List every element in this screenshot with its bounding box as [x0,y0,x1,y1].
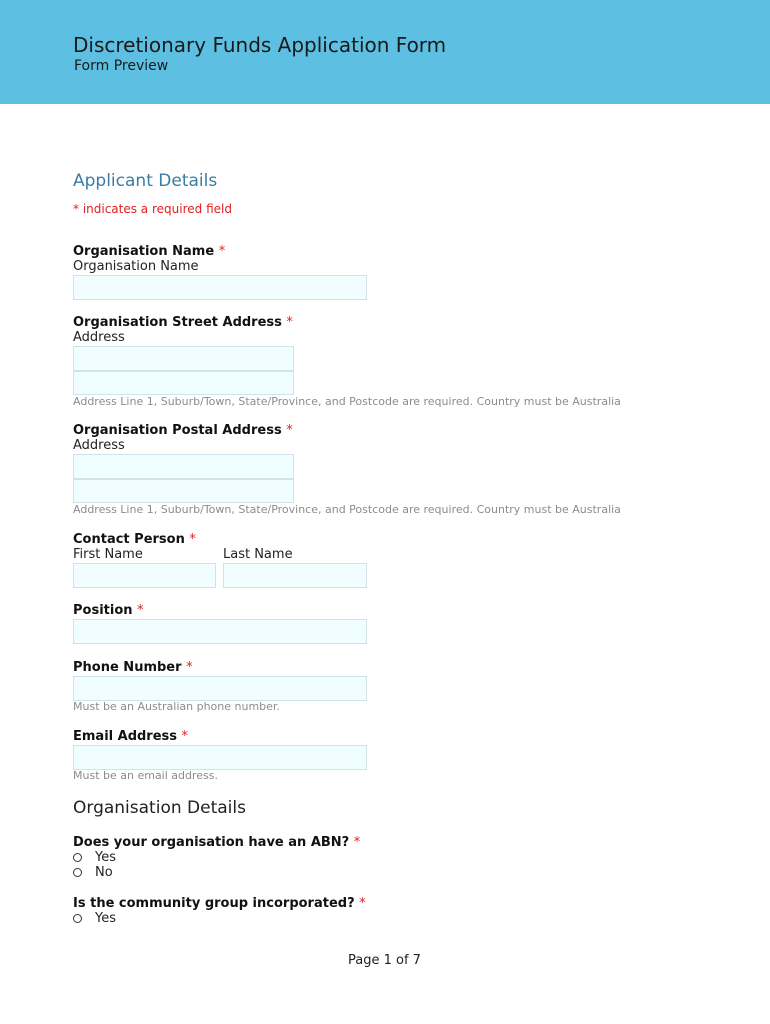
required-marker: * [286,423,293,438]
abn-option-yes[interactable] [73,850,116,865]
email-label [73,729,188,744]
first-name-sublabel: First Name [73,547,143,562]
abn-question-text: Does your organisation have an ABN? [73,835,350,850]
abn-question [73,835,360,850]
position-label [73,603,144,618]
street-address-line1-input[interactable] [73,346,294,371]
phone-label [73,660,193,675]
street-address-label-text: Organisation Street Address [73,315,282,330]
form-header [0,0,770,104]
contact-person-label-text: Contact Person [73,532,185,547]
postal-address-line1-input[interactable] [73,454,294,479]
abn-option-yes-label: Yes [95,850,116,865]
postal-address-label-text: Organisation Postal Address [73,423,282,438]
org-name-sublabel: Organisation Name [73,259,199,274]
required-marker: * [137,603,144,618]
incorporated-question [73,896,366,911]
incorporated-option-yes-label: Yes [95,911,116,926]
email-input[interactable] [73,745,367,770]
postal-address-label [73,423,293,438]
street-address-label [73,315,293,330]
incorporated-option-yes[interactable] [73,911,116,926]
contact-person-label [73,532,196,547]
street-address-line2-input[interactable] [73,371,294,395]
first-name-input[interactable] [73,563,216,588]
phone-help: Must be an Australian phone number. [73,700,280,713]
email-help: Must be an email address. [73,769,219,782]
incorporated-question-text: Is the community group incorporated? [73,896,355,911]
required-marker: * [286,315,293,330]
form-title: Discretionary Funds Application Form [73,33,447,57]
page-number: Page 1 of 7 [348,953,421,968]
required-marker: * [359,896,366,911]
phone-input[interactable] [73,676,367,701]
required-marker: * [181,729,189,744]
street-address-sublabel: Address [73,330,125,345]
position-label-text: Position [73,603,133,618]
org-name-label-text: Organisation Name [73,244,215,259]
form-subtitle: Form Preview [74,58,169,74]
position-input[interactable] [73,619,367,644]
radio-button[interactable] [73,853,82,862]
last-name-sublabel: Last Name [223,547,293,562]
postal-address-help: Address Line 1, Suburb/Town, State/Province, and Postcode are required. Country must be Australia [73,503,621,516]
abn-option-no-label: No [95,865,113,880]
phone-label-text: Phone Number [73,660,182,675]
postal-address-sublabel: Address [73,438,125,453]
org-name-label [73,244,225,259]
street-address-help: Address Line 1, Suburb/Town, State/Province, and Postcode are required. Country must be Australia [73,395,621,408]
radio-button[interactable] [73,914,82,923]
section-title-organisation: Organisation Details [73,798,246,818]
last-name-input[interactable] [223,563,367,588]
org-name-input[interactable] [73,275,367,300]
abn-option-no[interactable] [73,865,113,880]
required-field-note: * indicates a required field [73,202,232,216]
required-marker: * [189,532,196,547]
section-title-applicant: Applicant Details [73,171,218,191]
required-marker: * [353,835,361,850]
email-label-text: Email Address [73,729,178,744]
postal-address-line2-input[interactable] [73,479,294,503]
required-marker: * [218,244,226,259]
radio-button[interactable] [73,868,82,877]
required-marker: * [186,660,193,675]
